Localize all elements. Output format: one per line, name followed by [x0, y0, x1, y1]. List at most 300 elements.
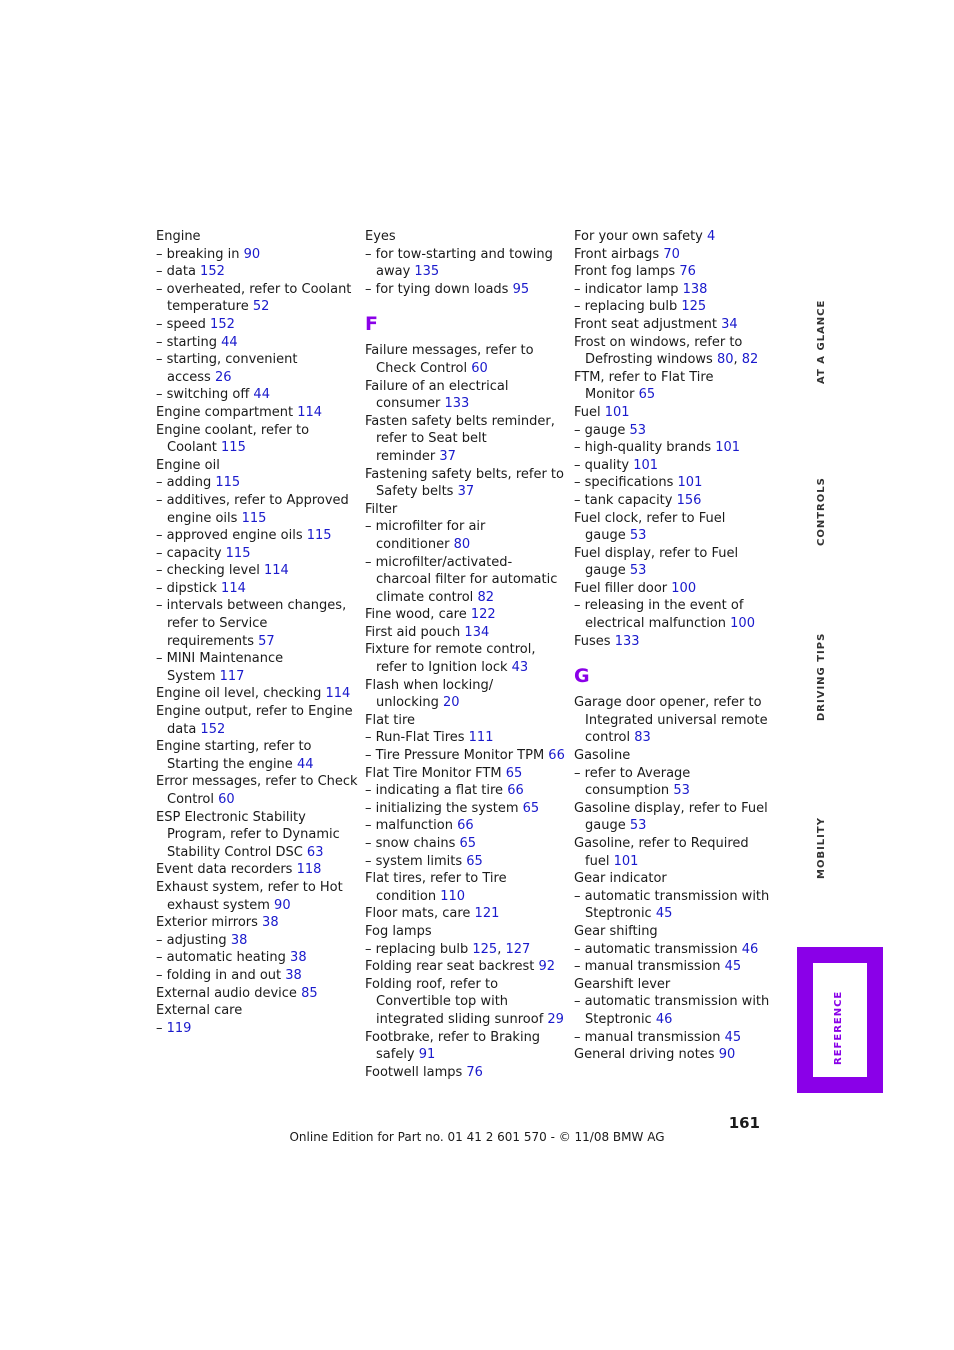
entry-text: Footwell lamps — [365, 1064, 467, 1080]
index-entry — [365, 466, 565, 484]
entry-text: – automatic transmission with — [574, 994, 770, 1010]
index-entry — [365, 817, 565, 835]
page-link[interactable]: 82 — [477, 589, 494, 605]
page-link[interactable]: 117 — [219, 668, 245, 684]
index-entry — [156, 562, 356, 580]
entry-text: consumer — [376, 396, 445, 412]
page-link[interactable]: 66 — [457, 818, 474, 834]
entry-text: Filter — [365, 501, 398, 517]
entry-text: – adjusting — [156, 932, 231, 948]
entry-text: Safety belts — [376, 484, 458, 500]
index-entry — [156, 263, 356, 281]
entry-text: – for tow-starting and towing — [365, 246, 553, 262]
section-letter: F — [365, 313, 378, 336]
entry-text: – replacing bulb — [365, 941, 473, 957]
entry-text: Starting the engine — [167, 756, 297, 772]
index-entry — [156, 685, 356, 703]
page-link[interactable]: 92 — [538, 959, 556, 975]
tab-reference-active[interactable] — [797, 947, 883, 1093]
entry-text: – checking level — [156, 563, 264, 579]
index-entry — [156, 510, 356, 528]
entry-text: gauge — [585, 563, 630, 579]
entry-text: data — [167, 721, 201, 737]
page-link[interactable]: 80 — [453, 536, 471, 552]
page-link[interactable]: 90 — [274, 897, 291, 913]
index-entry: Defrosting windows 80, 82 — [585, 352, 759, 368]
entry-text: condition — [376, 888, 441, 904]
entry-text: Front airbags — [574, 246, 664, 262]
page-link[interactable]: 65 — [638, 387, 656, 403]
entry-text: External care — [156, 1003, 243, 1019]
page-link[interactable]: 90 — [243, 246, 261, 262]
page-link[interactable]: 57 — [258, 633, 275, 649]
index-entry — [365, 958, 565, 976]
page-link[interactable]: 115 — [241, 510, 267, 526]
page-link[interactable]: 63 — [306, 844, 324, 860]
entry-text: – system limits — [365, 853, 467, 869]
index-entry — [574, 263, 779, 281]
page-link[interactable]: 101 — [613, 853, 639, 869]
tab-mobility[interactable]: MOBILITY — [816, 817, 827, 879]
page-link[interactable]: 20 — [442, 695, 460, 711]
page-link[interactable]: 46 — [741, 941, 759, 957]
index-entry — [574, 510, 779, 528]
entry-text: unlocking — [376, 695, 443, 711]
page-link[interactable]: 114 — [297, 404, 323, 420]
page-link[interactable]: 45 — [724, 1029, 742, 1045]
entry-text: charcoal filter for automatic — [376, 572, 558, 588]
entry-text: Frost on windows, refer to — [574, 334, 743, 350]
index-entry — [156, 809, 356, 827]
entry-text: – specifications — [574, 475, 678, 491]
index-entry — [574, 334, 779, 352]
entry-text: – refer to Average — [574, 765, 691, 781]
page-link[interactable]: 121 — [474, 906, 500, 922]
entry-text: exhaust system — [167, 897, 275, 913]
entry-text: – adding — [156, 475, 216, 491]
entry-text: Front seat adjustment — [574, 316, 722, 332]
page-link[interactable]: 37 — [457, 484, 475, 500]
index-entry — [365, 747, 565, 765]
index-entry — [574, 993, 779, 1011]
page-link[interactable]: 101 — [604, 404, 630, 420]
page-link[interactable]: 101 — [633, 457, 659, 473]
page-link[interactable]: 80 — [716, 352, 734, 368]
page-link[interactable]: 90 — [718, 1047, 736, 1063]
page-link[interactable]: 53 — [629, 818, 647, 834]
index-entry — [574, 905, 779, 923]
entry-text: External audio device — [156, 985, 302, 1001]
index-entry — [574, 439, 779, 457]
page-link[interactable]: 29 — [547, 1011, 564, 1027]
page-link[interactable]: 65 — [459, 836, 477, 851]
page-link[interactable]: 118 — [296, 862, 322, 878]
entry-text: – approved engine oils — [156, 528, 307, 544]
index-entry — [365, 589, 565, 607]
entry-text: – overheated, refer to Coolant — [156, 281, 352, 297]
index-entry — [156, 861, 356, 879]
index-entry — [574, 633, 779, 651]
page-link[interactable]: 114 — [325, 686, 351, 702]
index-entry — [365, 624, 565, 642]
entry-text: Engine coolant, refer to — [156, 422, 310, 438]
page-link[interactable]: 38 — [290, 950, 307, 966]
entry-text: Engine oil — [156, 457, 220, 473]
index-entry — [156, 597, 356, 615]
index-entry — [156, 492, 356, 510]
entry-text: – snow chains — [365, 836, 460, 851]
index-entry — [156, 844, 356, 862]
index-column-1 — [156, 228, 356, 1037]
entry-text: refer to Seat belt — [376, 431, 487, 447]
entry-text: consumption — [585, 783, 674, 799]
index-entry — [574, 870, 779, 888]
page-link[interactable]: 52 — [252, 299, 270, 315]
index-entry — [365, 554, 565, 572]
page-link[interactable]: 110 — [440, 888, 466, 904]
index-entry — [574, 1029, 779, 1047]
index-entry — [365, 976, 565, 994]
entry-text: Flat Tire Monitor FTM — [365, 765, 506, 781]
index-entry — [574, 369, 779, 387]
entry-text: – manual transmission — [574, 959, 725, 975]
entry-text: – indicator lamp — [574, 281, 683, 297]
index-entry — [156, 1020, 356, 1038]
entry-text: – starting, convenient — [156, 352, 298, 368]
entry-text: Gearshift lever — [574, 976, 671, 992]
index-entry — [156, 633, 356, 651]
index-entry — [156, 334, 356, 352]
index-entry — [574, 404, 779, 422]
entry-text: Steptronic — [585, 906, 656, 922]
entry-text: Convertible top with — [376, 994, 509, 1010]
entry-text: conditioner — [376, 536, 454, 552]
index-entry — [574, 545, 779, 563]
entry-text: Exhaust system, refer to Hot — [156, 879, 343, 895]
page-link[interactable]: 37 — [439, 448, 456, 464]
entry-text: refer to Ignition lock — [376, 660, 512, 676]
page-link[interactable]: 53 — [629, 422, 647, 438]
index-entry — [365, 430, 565, 448]
entry-text: Error messages, refer to Check — [156, 774, 358, 790]
entry-text: Folding rear seat backrest — [365, 959, 539, 975]
index-entry — [365, 360, 565, 378]
entry-text: – microfilter/activated- — [365, 554, 513, 570]
entry-text: Footbrake, refer to Braking — [365, 1029, 541, 1045]
entry-text: Event data recorders — [156, 862, 297, 878]
index-entry — [365, 1064, 565, 1082]
index-entry — [574, 747, 779, 765]
index-entry — [365, 853, 565, 871]
index-entry — [574, 712, 779, 730]
entry-text: refer to Service — [167, 616, 268, 632]
index-entry — [574, 1046, 779, 1064]
index-column-3 — [574, 228, 779, 1064]
page-link[interactable]: 115 — [215, 475, 241, 491]
page-link[interactable]: 85 — [301, 985, 318, 1001]
entry-text: Check Control — [376, 360, 472, 376]
index-entry — [365, 712, 565, 730]
index-entry — [156, 967, 356, 985]
entry-text: electrical malfunction — [585, 616, 731, 632]
index-entry — [574, 800, 779, 818]
index-entry — [365, 923, 565, 941]
index-entry — [156, 580, 356, 598]
page-link[interactable]: 114 — [263, 563, 289, 579]
index-entry — [156, 897, 356, 915]
entry-text: Failure messages, refer to — [365, 343, 534, 359]
page-link[interactable]: 38 — [230, 932, 248, 948]
page-link[interactable]: 135 — [414, 264, 440, 280]
page-link[interactable]: 133 — [444, 396, 470, 412]
index-entry — [156, 527, 356, 545]
index-entry — [156, 404, 356, 422]
page-link[interactable]: 122 — [470, 607, 496, 623]
page-link[interactable]: 152 — [200, 264, 225, 280]
page-link[interactable]: 44 — [221, 334, 238, 350]
page-link[interactable]: 53 — [629, 528, 647, 544]
page-link[interactable]: 60 — [218, 792, 235, 807]
index-entry — [574, 527, 779, 545]
page-link[interactable]: 34 — [721, 316, 738, 332]
page-link[interactable]: 152 — [200, 721, 226, 737]
entry-text: – data — [156, 264, 201, 280]
entry-text: engine oils — [167, 510, 242, 526]
index-entry — [574, 316, 779, 334]
entry-text: – for tying down loads — [365, 281, 513, 297]
index-entry — [365, 800, 565, 818]
page-link[interactable]: 100 — [671, 580, 697, 596]
index-entry — [574, 782, 779, 800]
entry-text: Floor mats, care — [365, 906, 475, 922]
entry-text: – tank capacity — [574, 492, 677, 508]
page-link[interactable]: 43 — [511, 660, 529, 676]
page-link[interactable]: 66 — [548, 748, 565, 764]
index-entry — [156, 316, 356, 334]
entry-text: For your own safety — [574, 229, 708, 244]
entry-text: Flat tire — [365, 712, 416, 728]
entry-text: Stability Control DSC — [167, 844, 307, 860]
entry-text: fuel — [585, 853, 614, 869]
page-link[interactable]: 4 — [707, 229, 716, 244]
entry-text: Gear indicator — [574, 871, 667, 887]
page-link[interactable]: 156 — [676, 492, 702, 508]
entry-text: – speed — [156, 316, 211, 332]
page-link[interactable]: 44 — [253, 387, 270, 403]
entry-text: Gear shifting — [574, 923, 658, 939]
entry-text: Folding roof, refer to — [365, 976, 499, 992]
index-entry — [365, 1046, 565, 1064]
entry-text: Fog lamps — [365, 923, 432, 939]
page-link[interactable]: 134 — [464, 624, 490, 640]
page-link[interactable]: 114 — [221, 580, 246, 596]
page-link[interactable]: 45 — [655, 906, 673, 922]
page-link[interactable]: 83 — [634, 730, 651, 746]
index-entry — [365, 870, 565, 888]
index-entry — [574, 474, 779, 492]
index-entry — [574, 597, 779, 615]
entry-text: – releasing in the event of — [574, 598, 744, 614]
index-entry — [365, 395, 565, 413]
page-link[interactable]: 38 — [262, 915, 279, 931]
entry-text: – malfunction — [365, 818, 458, 834]
page-link[interactable]: 26 — [214, 369, 232, 385]
entry-text: Fuel display, refer to Fuel — [574, 545, 739, 561]
page-link[interactable]: 65 — [466, 853, 483, 869]
entry-text: Coolant — [167, 440, 222, 456]
page-link[interactable]: 100 — [730, 616, 755, 632]
entry-text: control — [585, 730, 635, 746]
entry-text: Fuel — [574, 404, 605, 420]
index-entry — [365, 729, 565, 747]
index-entry — [574, 817, 779, 835]
index-entry — [156, 281, 356, 299]
entry-text: – automatic heating — [156, 950, 291, 966]
page-link[interactable]: 44 — [296, 756, 314, 772]
entry-text: reminder — [376, 448, 440, 464]
index-entry — [156, 228, 356, 246]
page-link[interactable]: 111 — [468, 730, 494, 746]
entry-text: – high-quality brands — [574, 440, 716, 456]
index-entry — [574, 562, 779, 580]
entry-text: – intervals between changes, — [156, 598, 347, 614]
index-entry — [574, 853, 779, 871]
index-entry — [574, 457, 779, 475]
index-entry — [574, 729, 779, 747]
page-link[interactable]: 60 — [471, 360, 488, 376]
page-link[interactable]: 125 — [472, 941, 498, 957]
index-entry — [365, 281, 565, 299]
index-entry — [365, 342, 565, 360]
entry-text: Front fog lamps — [574, 264, 680, 280]
page-link[interactable]: 101 — [715, 440, 741, 456]
entry-text: – quality — [574, 457, 634, 473]
index-entry — [365, 263, 565, 281]
entry-text: integrated sliding sunroof — [376, 1011, 548, 1027]
entry-text: – — [156, 1020, 167, 1036]
page-link[interactable]: 115 — [221, 440, 246, 456]
page-link[interactable]: 38 — [285, 967, 302, 983]
index-entry — [156, 422, 356, 440]
entry-text: safely — [376, 1047, 419, 1063]
entry-text: Fine wood, care — [365, 607, 471, 623]
page-link[interactable]: 152 — [210, 316, 235, 332]
entry-text: – capacity — [156, 545, 226, 561]
index-entry — [365, 641, 565, 659]
entry-text: – Tire Pressure Monitor TPM — [365, 748, 549, 764]
entry-text: access — [167, 369, 215, 385]
index-entry — [156, 914, 356, 932]
page-link[interactable]: 127 — [505, 941, 531, 957]
index-entry — [365, 501, 565, 519]
index-entry — [156, 386, 356, 404]
entry-text: Eyes — [365, 229, 396, 244]
page-link[interactable]: 125 — [681, 299, 707, 315]
index-entry — [156, 474, 356, 492]
index-entry — [156, 879, 356, 897]
entry-text: Engine starting, refer to — [156, 739, 312, 755]
entry-text: Engine — [156, 229, 201, 244]
page-link[interactable]: 91 — [418, 1047, 436, 1063]
index-entry — [156, 826, 356, 844]
page-link[interactable]: 53 — [673, 783, 690, 799]
index-entry — [156, 369, 356, 387]
entry-text: Gasoline display, refer to Fuel — [574, 800, 768, 816]
index-entry — [365, 659, 565, 677]
index-entry — [574, 580, 779, 598]
page-link[interactable]: 65 — [522, 800, 540, 816]
page-link[interactable]: 115 — [225, 545, 251, 561]
tab-driving-tips[interactable]: DRIVING TIPS — [816, 632, 827, 721]
entry-text: – microfilter for air — [365, 519, 486, 535]
page-link[interactable]: 76 — [466, 1064, 483, 1080]
index-entry — [574, 422, 779, 440]
tab-reference-label: REFERENCE — [833, 990, 844, 1065]
entry-text: Gasoline, refer to Required — [574, 836, 749, 851]
tab-controls[interactable]: CONTROLS — [816, 477, 827, 546]
page-link[interactable]: 82 — [741, 352, 759, 368]
index-entry: – replacing bulb 125, 127 — [365, 941, 531, 957]
page-link[interactable]: 65 — [505, 765, 523, 781]
page-link[interactable]: 101 — [677, 475, 703, 491]
entry-text: – automatic transmission with — [574, 888, 770, 904]
page-link[interactable]: 115 — [306, 528, 332, 544]
entry-text: FTM, refer to Flat Tire — [574, 369, 714, 385]
index-entry — [365, 694, 565, 712]
tab-reference-inner — [813, 963, 867, 1077]
index-entry — [574, 1011, 779, 1029]
index-entry — [156, 703, 356, 721]
page-link[interactable]: 95 — [512, 281, 530, 297]
entry-text: Control — [167, 792, 219, 807]
index-entry — [156, 668, 356, 686]
entry-text: Failure of an electrical — [365, 378, 509, 394]
page-link[interactable]: 45 — [724, 959, 742, 975]
page-link[interactable]: 70 — [663, 246, 680, 262]
index-entry — [574, 694, 779, 712]
index-entry — [156, 949, 356, 967]
entry-text: Garage door opener, refer to — [574, 695, 762, 711]
entry-text: – MINI Maintenance — [156, 651, 284, 667]
entry-text: Gasoline — [574, 748, 631, 764]
page-link[interactable]: 76 — [679, 264, 696, 280]
index-entry — [574, 835, 779, 853]
entry-text: away — [376, 264, 415, 280]
page-link[interactable]: 133 — [614, 633, 640, 649]
page-link[interactable]: 119 — [166, 1020, 192, 1036]
entry-text: – indicating a flat tire — [365, 783, 508, 799]
index-entry — [365, 246, 565, 264]
entry-text: Integrated universal remote — [585, 712, 768, 728]
page-link[interactable]: 138 — [682, 281, 708, 297]
tab-at-a-glance[interactable]: AT A GLANCE — [816, 299, 827, 384]
index-entry — [365, 677, 565, 695]
entry-text: Fixture for remote control, — [365, 642, 536, 658]
footer: Online Edition for Part no. 01 41 2 601 570 - © 11/08 BMW AG — [289, 1130, 665, 1144]
page-link[interactable]: 53 — [629, 563, 647, 579]
page-link[interactable]: 66 — [507, 783, 524, 799]
index-entry — [574, 281, 779, 299]
index-entry — [574, 386, 779, 404]
page-link[interactable]: 46 — [655, 1011, 673, 1027]
entry-text: First aid pouch — [365, 624, 465, 640]
entry-text: – replacing bulb — [574, 299, 682, 315]
entry-text: ESP Electronic Stability — [156, 809, 306, 825]
index-entry — [574, 941, 779, 959]
index-entry — [156, 932, 356, 950]
index-entry — [156, 1002, 356, 1020]
entry-text: climate control — [376, 589, 478, 605]
